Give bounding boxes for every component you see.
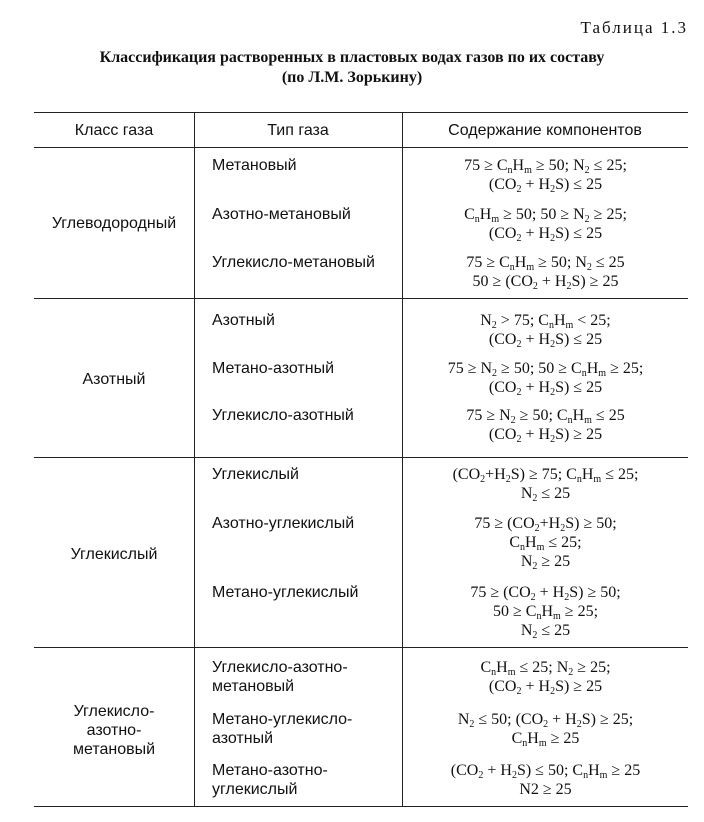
header-type: Тип газа [267, 122, 329, 139]
gas-type-label: Азотно-метановый [212, 206, 351, 223]
table-top-rule [34, 112, 688, 113]
component-content: $N_2 \le 50$; $(CO_2 + H_2S) \ge 25$; $C_nH_m \ge 25$ [457, 711, 634, 749]
table-bottom-rule [34, 806, 688, 807]
gas-type-label: Азотно-углекислый [212, 515, 355, 532]
gas-type-label: Углекисло-азотно- метановый [212, 659, 348, 695]
component-content: $75 \ge C_nH_m \ge 50$; $N_2 \le 25$ $50 \ge (CO_2 + H_2S) \ge 25$ [466, 254, 625, 292]
gas-class-label: Углеводородный [51, 215, 177, 232]
component-content: $(CO_2 + H_2S) \le 50$; $C_nH_m \ge 25$ N2 ≥ 25 [450, 762, 641, 798]
component-content: $75 \ge (CO_2 + H_2S) \ge 50$; $50 \ge C_nH_m \ge 25$; $N_2 \le 25$ [470, 584, 621, 641]
gas-class-label: Углекислый [70, 546, 158, 563]
table-title-line-1: Классификация растворенных в пластовых водах газов по их составу [99, 49, 605, 66]
gas-class-label: Углекисло- азотно- метановый [72, 703, 156, 758]
table-title-line-2: (по Л.М. Зорькину) [281, 69, 423, 86]
gas-type-label: Метановый [212, 157, 297, 174]
table-title [0, 48, 704, 88]
gas-type-label: Метано-углекислый [212, 584, 359, 601]
gas-type-label: Углекисло-метановый [212, 254, 375, 271]
header-class: Класс газа [74, 122, 154, 139]
component-content: $75 \ge N_2 \ge 50$; $50 \ge C_nH_m \ge 25$; $(CO_2 + H_2S) \le 25$ [447, 360, 644, 398]
header-rule [34, 147, 688, 148]
gas-type-label: Азотный [212, 312, 275, 329]
table-number: Таблица 1.3 [580, 18, 688, 37]
gas-type-label: Метано-азотный [212, 360, 335, 377]
component-content: $N_2 > 75$; $C_nH_m < 25$; $(CO_2 + H_2S) \le 25$ [480, 312, 611, 350]
gas-type-label: Углекислый [212, 466, 299, 483]
group-rule-3 [34, 647, 688, 648]
component-content: $C_nH_m \le 25$; $N_2 \ge 25$; $(CO_2 + H_2S) \ge 25$ [480, 659, 611, 697]
component-content: $75 \ge (CO_2+H_2S) \ge 50$; $C_nH_m \le 25$; $N_2 \ge 25$ [474, 515, 617, 572]
gas-type-label: Метано-азотно- углекислый [212, 762, 328, 798]
group-rule-2 [34, 457, 688, 458]
component-content: $75 \ge N_2 \ge 50$; $C_nH_m \le 25$ $(CO_2 + H_2S) \ge 25$ [466, 407, 625, 445]
group-rule-1 [34, 298, 688, 299]
component-content: $(CO_2+H_2S) \ge 75$; $C_nH_m \le 25$; $N_2 \le 25$ [452, 466, 639, 504]
component-content: $75 \ge C_nH_m \ge 50$; $N_2 \le 25$; $(CO_2 + H_2S) \le 25$ [464, 157, 627, 195]
gas-type-label: Углекисло-азотный [212, 407, 354, 424]
gas-class-label: Азотный [82, 371, 146, 388]
gas-type-label: Метано-углекисло- азотный [212, 711, 353, 747]
header-content: Содержание компонентов [448, 122, 642, 139]
column-divider-1 [194, 112, 195, 806]
component-content: $C_nH_m \ge 50$; $50 \ge N_2 \ge 25$; $(CO_2 + H_2S) \le 25$ [464, 206, 627, 244]
